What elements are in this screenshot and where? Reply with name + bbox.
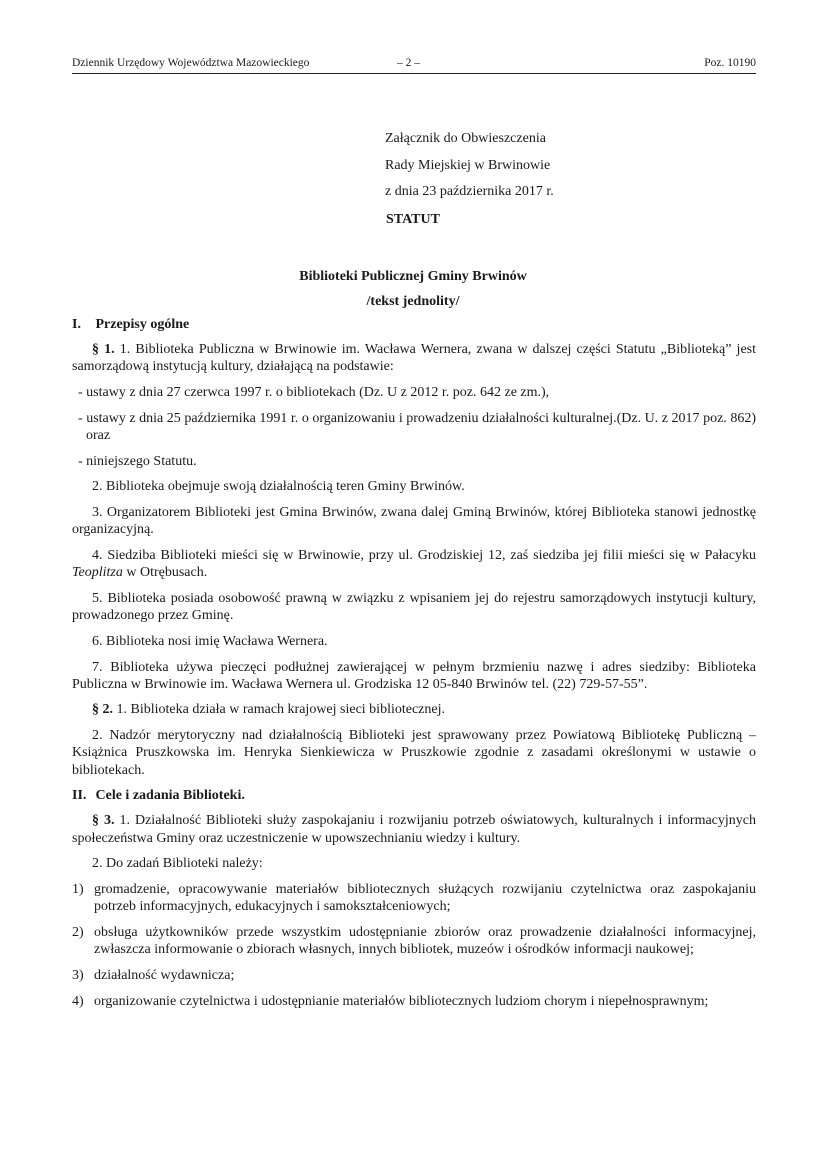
paragraph: 3. Organizatorem Biblioteki jest Gmina Brwinów, zwana dalej Gminą Brwinów, której Biblioteka stanowi jednostkę organizacyjną. [72, 505, 756, 538]
paragraph: 2. Nadzór merytoryczny nad działalnością Biblioteki jest sprawowany przez Powiatową Bibliotekę Publiczną – Książnica Pruszkowska im. Henryka Sienkiewicza w Pruszkowie zgodnie z zasadami określonymi w ustawie o bibliotekach. [72, 728, 756, 778]
section-number: I. [72, 317, 81, 332]
paragraph [72, 812, 756, 846]
list-item [72, 993, 756, 1010]
attachment-line: Załącznik do Obwieszczenia [385, 131, 546, 146]
page-header [72, 55, 756, 74]
section-heading [72, 316, 756, 333]
statut-label: STATUT [386, 212, 440, 227]
paragraph-text: 1. Biblioteka działa w ramach krajowej sieci bibliotecznej. [113, 702, 445, 718]
list-text: obsługa użytkowników przede wszystkim udostępnianie zbiorów oraz prowadzenie działalności informacyjnej, zwłaszcza informowanie o zbiorach własnych, innych bibliotek, muzeów i ośrodków informacji naukowej; [94, 924, 756, 958]
document-body [72, 316, 756, 1018]
page-number: – 2 – [397, 57, 420, 69]
paragraph-text: 4. Siedziba Biblioteki mieści się w Brwinowie, przy ul. Grodziskiej 12, zaś siedziba jej filii mieści się w Pałacyku [92, 548, 756, 564]
title-subline: /tekst jednolity/ [366, 294, 460, 309]
document-heading [0, 212, 826, 228]
paragraph-text: 1. Działalność Biblioteki służy zaspokajaniu i rozwijaniu potrzeb oświatowych, kulturalnych i informacyjnych społeczeństwa Gminy oraz uczestniczenie w upowszechnianiu wiedzy i kultury. [72, 813, 756, 846]
section-number: II. [72, 788, 87, 804]
attachment-line: Rady Miejskiej w Brwinowie [385, 157, 551, 173]
paragraph: 6. Biblioteka nosi imię Wacława Wernera. [92, 633, 328, 649]
section-title: Przepisy ogólne [95, 317, 190, 332]
paragraph: 5. Biblioteka posiada osobowość prawną w związku z wpisaniem jej do rejestru samorządowych instytucji kultury, prowadzonego przez Gminę. [72, 590, 756, 624]
palace-name: Teoplitza [72, 565, 123, 581]
paragraph [72, 547, 756, 581]
position-number: Poz. 10190 [704, 57, 756, 69]
list-item [72, 924, 756, 958]
list-item [72, 881, 756, 915]
list-item: - ustawy z dnia 27 czerwca 1997 r. o bibliotekach (Dz. U z 2012 r. poz. 642 ze zm.), [78, 385, 550, 401]
attachment-line: z dnia 23 października 2017 r. [385, 184, 554, 199]
paragraph-mark: § 1. [92, 342, 115, 358]
paragraph-mark: § 2. [92, 702, 113, 718]
attachment-note [385, 126, 554, 206]
paragraph: 2. Biblioteka obejmuje swoją działalnością teren Gminy Brwinów. [92, 479, 465, 495]
list-number: 2) [72, 924, 84, 940]
list-number: 3) [72, 967, 84, 983]
list-text: gromadzenie, opracowywanie materiałów bibliotecznych służących rozwijaniu czytelnictwa oraz zaspokajaniu potrzeb informacyjnych, edukacyjnych i samokształceniowych; [94, 882, 756, 915]
list-item: - ustawy z dnia 25 października 1991 r. o organizowaniu i prowadzeniu działalności kulturalnej.(Dz. U. z 2017 poz. 862) oraz [78, 410, 756, 444]
document-title [0, 264, 826, 314]
title-line: Biblioteki Publicznej Gminy Brwinów [299, 269, 527, 284]
paragraph: 2. Do zadań Biblioteki należy: [92, 856, 263, 872]
paragraph [72, 701, 756, 718]
paragraph [72, 341, 756, 375]
list-text: działalność wydawnicza; [94, 967, 235, 983]
section-heading [72, 787, 756, 804]
paragraph: 7. Biblioteka używa pieczęci podłużnej zawierającej w pełnym brzmieniu nazwę i adres siedziby: Biblioteka Publiczna w Brwinowie im. Wacława Wernera ul. Grodziska 12 05-840 Brwinów tel. (22) 729-57-55”. [72, 659, 756, 692]
list-item [72, 967, 756, 984]
paragraph-mark: § 3. [92, 813, 115, 829]
paragraph-text: w Otrębusach. [122, 565, 208, 581]
list-number: 4) [72, 993, 84, 1009]
list-item: - niniejszego Statutu. [78, 453, 197, 469]
section-title: Cele i zadania Biblioteki. [95, 788, 245, 804]
list-number: 1) [72, 882, 84, 898]
paragraph-text: 1. Biblioteka Publiczna w Brwinowie im. Wacława Wernera, zwana w dalszej części Statutu „Biblioteką” jest samorządową instytucją kultury, działającą na podstawie: [72, 342, 756, 375]
list-text: organizowanie czytelnictwa i udostępnianie materiałów bibliotecznych ludziom chorym i niepełnosprawnym; [94, 993, 709, 1009]
journal-name: Dziennik Urzędowy Województwa Mazowieckiego [72, 57, 310, 69]
